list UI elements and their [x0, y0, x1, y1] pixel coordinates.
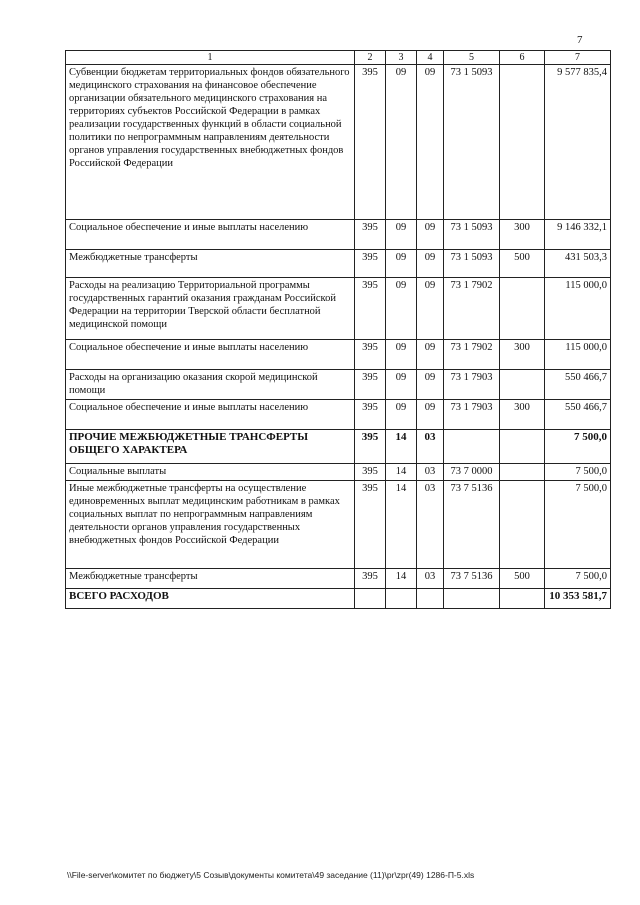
row-amount: 9 146 332,1 [545, 220, 611, 250]
row-subsection: 09 [417, 370, 444, 400]
row-admin-code: 395 [355, 250, 386, 278]
row-description: Субвенции бюджетам территориальных фондов обязательного медицинского страхования на финансовое обеспечение организации обязательного медицинского страхования на территориях субъектов Российской Федерации в рамках реализации государственных функций в области социальной политики по непрограммным направлениям деятельности органов управления государственных внебюджетных фондов Российской Федерации [66, 65, 355, 220]
row-description: ПРОЧИЕ МЕЖБЮДЖЕТНЫЕ ТРАНСФЕРТЫ ОБЩЕГО ХАРАКТЕРА [66, 430, 355, 464]
row-description: Межбюджетные трансферты [66, 569, 355, 589]
row-amount: 10 353 581,7 [545, 589, 611, 609]
row-admin-code: 395 [355, 220, 386, 250]
row-admin-code: 395 [355, 65, 386, 220]
row-target-article: 73 1 7903 [444, 370, 500, 400]
row-expense-type [500, 370, 545, 400]
row-description: Расходы на организацию оказания скорой медицинской помощи [66, 370, 355, 400]
row-expense-type [500, 430, 545, 464]
row-target-article: 73 7 5136 [444, 481, 500, 569]
col-header-1: 1 [66, 51, 355, 65]
table-row [66, 220, 611, 250]
budget-table [65, 50, 611, 609]
row-section: 09 [386, 220, 417, 250]
row-amount: 431 503,3 [545, 250, 611, 278]
row-description: Расходы на реализацию Территориальной программы государственных гарантий оказания гражданам Российской Федерации на территории Тверской области бесплатной медицинской помощи [66, 278, 355, 340]
row-target-article: 73 7 5136 [444, 569, 500, 589]
row-section: 09 [386, 65, 417, 220]
row-subsection: 09 [417, 250, 444, 278]
row-section [386, 589, 417, 609]
row-admin-code: 395 [355, 340, 386, 370]
row-admin-code: 395 [355, 278, 386, 340]
row-amount: 115 000,0 [545, 278, 611, 340]
row-description: Иные межбюджетные трансферты на осуществление единовременных выплат медицинским работникам в рамках социальных выплат по непрограммным направлениям деятельности органов управления государственных внебюджетных фондов Российской Федерации [66, 481, 355, 569]
row-admin-code: 395 [355, 481, 386, 569]
col-header-2: 2 [355, 51, 386, 65]
row-section: 14 [386, 569, 417, 589]
row-expense-type: 300 [500, 220, 545, 250]
row-description: Социальное обеспечение и иные выплаты населению [66, 220, 355, 250]
row-description: Социальное обеспечение и иные выплаты населению [66, 400, 355, 430]
row-subsection: 09 [417, 220, 444, 250]
row-admin-code [355, 589, 386, 609]
row-expense-type [500, 589, 545, 609]
row-admin-code: 395 [355, 430, 386, 464]
col-header-4: 4 [417, 51, 444, 65]
row-amount: 7 500,0 [545, 464, 611, 481]
row-amount: 7 500,0 [545, 430, 611, 464]
row-description: ВСЕГО РАСХОДОВ [66, 589, 355, 609]
table-row [66, 340, 611, 370]
row-amount: 9 577 835,4 [545, 65, 611, 220]
table-row [66, 278, 611, 340]
col-header-3: 3 [386, 51, 417, 65]
table-row-grand-total [66, 589, 611, 609]
table-row [66, 464, 611, 481]
row-expense-type: 500 [500, 250, 545, 278]
row-section: 09 [386, 250, 417, 278]
row-target-article: 73 7 0000 [444, 464, 500, 481]
row-section: 14 [386, 430, 417, 464]
header-row [66, 51, 611, 65]
table-row [66, 481, 611, 569]
row-subsection: 09 [417, 65, 444, 220]
col-header-6: 6 [500, 51, 545, 65]
row-section: 09 [386, 400, 417, 430]
row-section: 09 [386, 340, 417, 370]
row-expense-type [500, 65, 545, 220]
row-target-article [444, 589, 500, 609]
row-subsection: 09 [417, 400, 444, 430]
file-path-footer: \\File-server\комитет по бюджету\5 Созыв\документы комитета\49 заседание (11)\pr\zpr(49) 1286-П-5.xls [67, 870, 475, 880]
row-description: Социальные выплаты [66, 464, 355, 481]
row-expense-type: 300 [500, 400, 545, 430]
row-subsection: 09 [417, 278, 444, 340]
row-expense-type: 500 [500, 569, 545, 589]
row-target-article: 73 1 5093 [444, 250, 500, 278]
row-target-article: 73 1 7903 [444, 400, 500, 430]
row-subsection: 09 [417, 340, 444, 370]
row-description: Социальное обеспечение и иные выплаты населению [66, 340, 355, 370]
row-target-article: 73 1 7902 [444, 278, 500, 340]
row-expense-type [500, 464, 545, 481]
row-subsection: 03 [417, 464, 444, 481]
row-amount: 7 500,0 [545, 569, 611, 589]
row-amount: 7 500,0 [545, 481, 611, 569]
row-target-article [444, 430, 500, 464]
row-amount: 115 000,0 [545, 340, 611, 370]
table-row [66, 250, 611, 278]
table-row [66, 569, 611, 589]
row-admin-code: 395 [355, 400, 386, 430]
row-target-article: 73 1 5093 [444, 220, 500, 250]
col-header-7: 7 [545, 51, 611, 65]
row-admin-code: 395 [355, 370, 386, 400]
row-section: 09 [386, 278, 417, 340]
table-row [66, 400, 611, 430]
row-amount: 550 466,7 [545, 400, 611, 430]
row-admin-code: 395 [355, 464, 386, 481]
row-description: Межбюджетные трансферты [66, 250, 355, 278]
row-amount: 550 466,7 [545, 370, 611, 400]
row-target-article: 73 1 5093 [444, 65, 500, 220]
table-row-section-total [66, 430, 611, 464]
row-section: 14 [386, 481, 417, 569]
row-subsection: 03 [417, 481, 444, 569]
table-row [66, 370, 611, 400]
row-subsection [417, 589, 444, 609]
row-target-article: 73 1 7902 [444, 340, 500, 370]
row-expense-type [500, 278, 545, 340]
row-section: 14 [386, 464, 417, 481]
page-number: 7 [577, 34, 583, 46]
row-expense-type: 300 [500, 340, 545, 370]
row-expense-type [500, 481, 545, 569]
col-header-5: 5 [444, 51, 500, 65]
table-row [66, 65, 611, 220]
row-subsection: 03 [417, 430, 444, 464]
row-section: 09 [386, 370, 417, 400]
row-subsection: 03 [417, 569, 444, 589]
row-admin-code: 395 [355, 569, 386, 589]
